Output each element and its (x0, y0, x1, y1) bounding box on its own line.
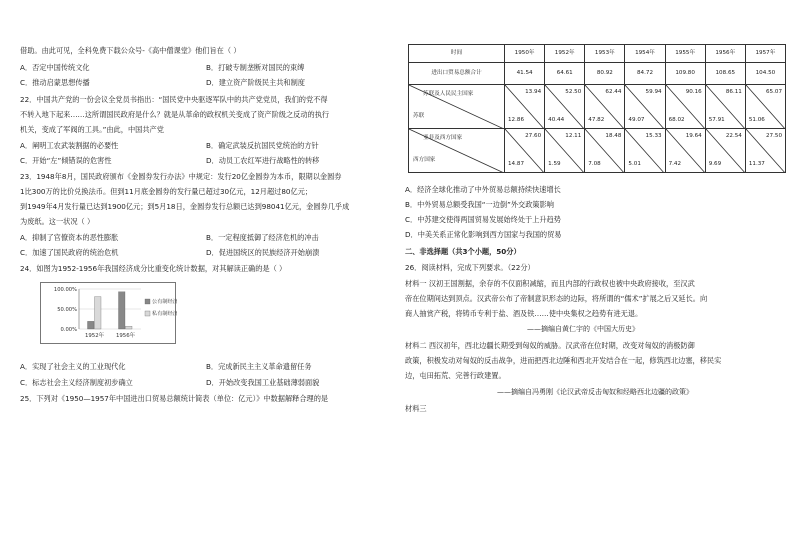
trade-cell-top: 27.50 (765, 133, 782, 139)
y-tick-label: 0.00% (60, 327, 77, 333)
trade-cell-bottom: 51.06 (748, 117, 765, 124)
q23-line-2: 1比300万的比价兑换法币。但到11月底金圆券的发行量已超过30亿元，12月超过80亿元； (20, 187, 313, 196)
y-tick-label: 50.00% (57, 307, 77, 313)
q24-option-c: C．标志社会主义经济制度初步确立 (20, 378, 133, 387)
trade-header-1953: 1953年 (585, 45, 625, 63)
trade-cell: 41.54 (505, 63, 545, 85)
q22-option-d: D．动员工农红军进行战略性的转移 (206, 156, 320, 165)
bar-公有制经济 (88, 321, 95, 329)
trade-cell-bottom: 68.02 (668, 117, 685, 124)
bar-私有制经济 (95, 297, 102, 329)
legend-label: 公有制经济 (152, 299, 177, 305)
trade-cell-top: 19.64 (685, 133, 702, 139)
material-2-source: ——摘编自冯勇刚《论汉武帝反击匈奴和经略西北边疆的政策》 (497, 388, 693, 396)
trade-cell-bottom: 57.91 (708, 117, 725, 124)
legend-label: 私有制经济 (152, 311, 177, 317)
q24-option-a: A．实现了社会主义的工业现代化 (20, 362, 126, 371)
q22-line-1: 22．中国共产党的一份会议全党员书指出：“国民党中央驱逐军队中的共产党党员，我们的党不得 (20, 95, 328, 104)
q21-stem: 借助。由此可见，全科免费下载公众号-《高中僧课堂》他们旨在（ ） (20, 46, 241, 55)
legend-swatch (145, 299, 150, 304)
trade-cell-top: 12.11 (565, 133, 582, 139)
material-1-line-2: 帝在位期间达到顶点。汉武帝公布了帝制意识形态的边际，将所谓的“儒术”扩展之后又延长。向 (405, 294, 708, 303)
q23-line-3: 到1949年4月发行量已达到1900亿元；到5月18日，金圆券发行总额已达到98041亿元，金圆券几乎成 (20, 202, 350, 211)
trade-cell: 104.50 (745, 63, 785, 85)
trade-header-1957: 1957年 (745, 45, 785, 63)
right-column (397, 0, 794, 560)
trade-cell-top: 15.33 (645, 133, 662, 139)
bar-私有制经济 (126, 326, 133, 329)
legend-swatch (145, 311, 150, 316)
x-tick-label: 1952年 (84, 333, 105, 339)
trade-cell-bottom: 40.44 (548, 117, 565, 124)
trade-header-1954: 1954年 (625, 45, 665, 63)
q21-option-a: A．否定中国传统文化 (20, 63, 90, 72)
q25-stem: 25．下列对《1950—1957年中国进出口贸易总额统计简表（单位：亿元）》中数据解释合理的是 (20, 394, 329, 403)
q21-option-c: C．推动启蒙思想传播 (20, 78, 90, 87)
trade-header-1955: 1955年 (665, 45, 705, 63)
q23-option-c: C．加速了国民政府的统治危机 (20, 248, 119, 257)
trade-cell-top: 62.44 (605, 89, 622, 95)
trade-cell-top: 27.60 (525, 133, 542, 139)
q24-option-b: B．完成新民主主义革命遗留任务 (206, 362, 312, 371)
q22-option-c: C．开始“左”倾错误的危害性 (20, 156, 112, 165)
trade-cell-bottom: 12.86 (508, 117, 525, 124)
trade-cell: 109.80 (665, 63, 705, 85)
trade-header-1950: 1950年 (505, 45, 545, 63)
q24-option-d: D．开始改变我国工业基础薄弱面貌 (206, 378, 320, 387)
trade-cell-bottom: 1.59 (548, 161, 561, 168)
section-2-heading: 二、非选择题（共3个小题，50分） (405, 247, 521, 256)
trade-cell-bottom: 9.69 (708, 161, 722, 168)
trade-cell-bottom: 7.42 (668, 161, 682, 168)
trade-cell-bottom: 14.87 (508, 161, 525, 168)
q23-option-a: A．抑制了官僚资本的恶性膨胀 (20, 233, 119, 242)
trade-cell-top: 86.11 (725, 89, 742, 95)
q26-stem: 26．阅读材料，完成下列要求。（22分） (405, 263, 535, 272)
q22-option-b: B．确定武装反抗国民党统治的方针 (206, 141, 319, 150)
trade-header-1952: 1952年 (545, 45, 585, 63)
economy-chart (40, 282, 176, 344)
trade-cell-top: 18.48 (605, 133, 622, 139)
q25-option-a: A．经济全球化推动了中外贸易总额持续快速增长 (405, 185, 561, 194)
trade-cell-top: 52.50 (565, 89, 582, 95)
trade-cell-top: 13.94 (525, 89, 542, 95)
trade-cell: 80.92 (585, 63, 625, 85)
q22-option-a: A．阐明工农武装割据的必要性 (20, 141, 119, 150)
trade-cell-bottom: 5.01 (628, 161, 641, 168)
trade-cell-top: 59.94 (645, 89, 662, 95)
q25-option-b: B．中外贸易总额受我国“一边倒”外交政策影响 (405, 200, 554, 209)
trade-header-time: 时间 (409, 45, 505, 63)
bar-公有制经济 (119, 292, 126, 329)
trade-cell-top: 22.54 (725, 133, 742, 139)
q21-option-d: D．建立资产阶级民主共和制度 (206, 78, 305, 87)
material-1-line-3: 商人抽赏产税，将铸币专利于盐、酒及铁……使中央集权之趋势有进无退。 (405, 309, 643, 318)
q23-option-d: D．促进国统区的民族经济开始崩溃 (206, 248, 320, 257)
group2-top-label: 亚非及西方国家 (423, 135, 463, 141)
material-2-line-1: 材料二 西汉初年，西北边疆长期受到匈奴的威胁。汉武帝在位时期，改变对匈奴的消极防御 (405, 341, 695, 350)
trade-cell-bottom: 49.07 (628, 117, 645, 124)
trade-total-label: 进出口贸易总额合计 (409, 63, 505, 85)
material-1-source: ——摘编自黄仁宇的《中国大历史》 (527, 325, 639, 333)
y-tick-label: 100.00% (53, 287, 77, 293)
material-3-label: 材料三 (405, 404, 427, 413)
group2-bottom-label: 西方国家 (413, 157, 436, 163)
material-2-line-2: 政策，积极发动对匈奴的反击战争，进而把西北边陲和西北开发结合在一起，修筑西北边塞，移民实 (405, 356, 722, 365)
trade-cell: 84.72 (625, 63, 665, 85)
x-tick-label: 1956年 (115, 333, 136, 339)
trade-cell: 64.61 (545, 63, 585, 85)
q25-option-c: C．中苏建交使得两国贸易发展始终处于上升趋势 (405, 215, 561, 224)
material-2-line-3: 边，屯田拓荒、完善行政建置。 (405, 371, 506, 380)
material-1-line-1: 材料一 汉初王国割据，余存的不仅面积减缩，而且内部的行政权也被中央政府接收，至汉武 (405, 279, 695, 288)
q25-option-d: D．中美关系正常化影响到西方国家与我国的贸易 (405, 230, 562, 239)
trade-header-1956: 1956年 (705, 45, 745, 63)
q23-option-b: B．一定程度抵御了经济危机的冲击 (206, 233, 319, 242)
q24-stem: 24．如图为1952-1956年我国经济成分比重变化统计数据，对其解读正确的是（ ） (20, 264, 287, 273)
q23-line-1: 23．1948年8月，国民政府颁布《金圆券发行办法》中规定：发行20亿金圆券为本币，限期以金圆券 (20, 172, 342, 181)
group1-bottom-label: 苏联 (413, 113, 425, 119)
trade-cell-top: 90.16 (685, 89, 702, 95)
q22-line-3: 机关，变成了军阀的工具。”由此，中国共产党 (20, 125, 164, 134)
q23-line-4: 为废纸。这一状况（ ） (20, 217, 95, 226)
trade-cell-bottom: 47.82 (588, 117, 605, 124)
q22-line-2: 不转入地下起来……这所谓国民政府是什么？就是从革命的政权机关变成了资产阶级之反动的执行 (20, 110, 330, 119)
trade-cell-bottom: 11.37 (748, 161, 765, 168)
q21-option-b: B．打破专制垄断对国民的束缚 (206, 63, 305, 72)
trade-cell: 108.65 (705, 63, 745, 85)
trade-cell-top: 65.07 (765, 89, 782, 95)
trade-cell-bottom: 7.08 (588, 161, 601, 168)
economy-chart-svg (41, 283, 177, 345)
group1-top-label: 苏联及人民民主国家 (423, 91, 474, 97)
